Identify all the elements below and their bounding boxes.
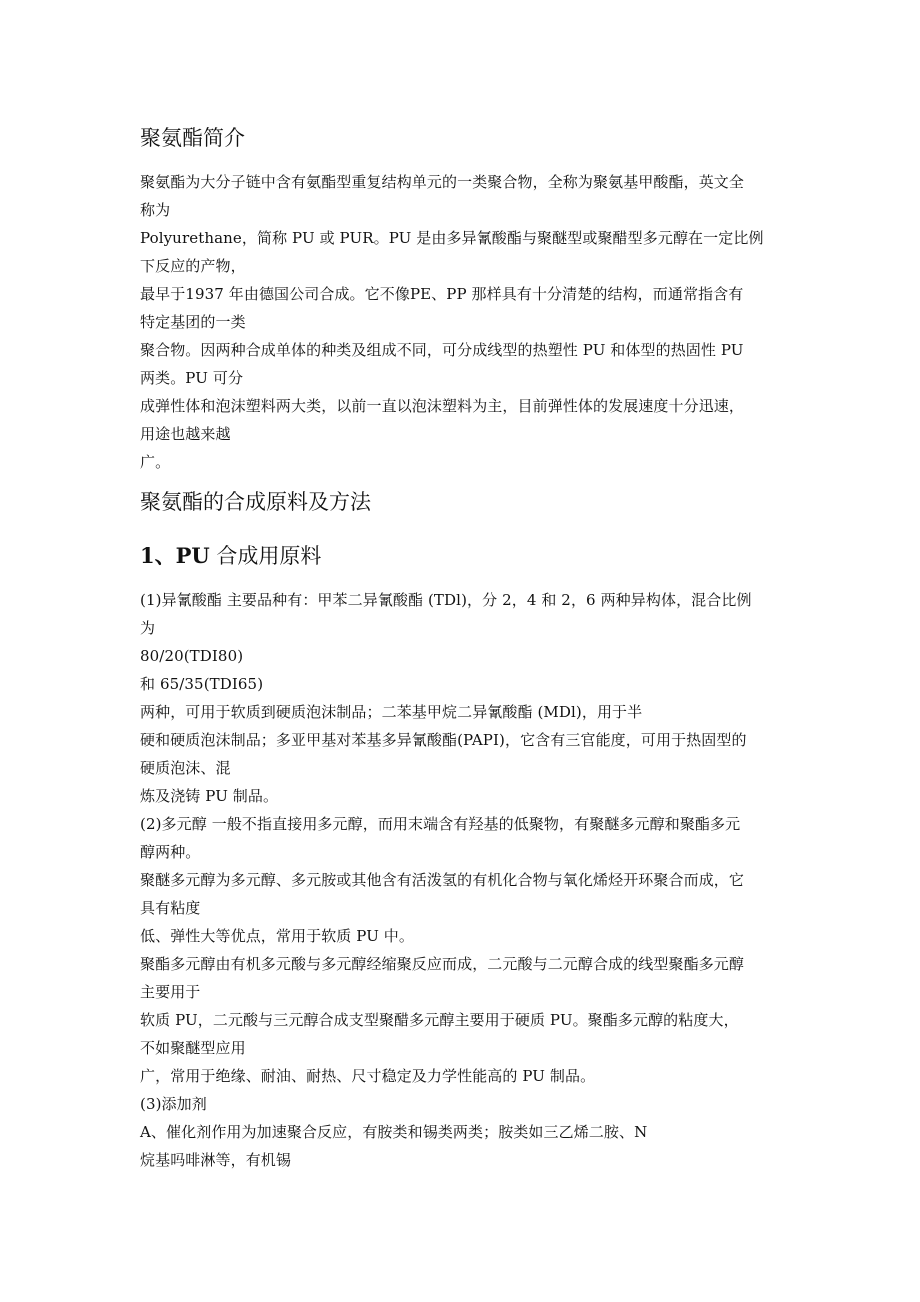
- body-line: 醇两种。: [140, 843, 201, 861]
- intro-line: 特定基团的一类: [140, 313, 246, 331]
- body-line: (1)异氰酸酯 主要品种有：甲苯二异氰酸酯 (TDl)，分 2，4 和 2，6 两种异构体，混合比例: [140, 591, 752, 609]
- intro-line: 用途也越来越: [140, 425, 231, 443]
- body-line: A、催化剂作用为加速聚合反应，有胺类和锡类两类；胺类如三乙烯二胺、N: [140, 1123, 648, 1141]
- body-line: (2)多元醇 一般不指直接用多元醇，而用末端含有羟基的低聚物，有聚醚多元醇和聚酯多元: [140, 815, 741, 833]
- heading-intro: 聚氨酯简介: [140, 126, 245, 150]
- intro-line: 两类。PU 可分: [140, 369, 244, 387]
- body-line: 具有粘度: [140, 899, 201, 917]
- body-line: 80/20(TDI80): [140, 647, 244, 665]
- body-line: 硬质泡沫、混: [140, 759, 231, 777]
- intro-line: 成弹性体和泡沫塑料两大类，以前一直以泡沫塑料为主，目前弹性体的发展速度十分迅速，: [140, 397, 745, 415]
- heading-synthesis: 聚氨酯的合成原料及方法: [140, 490, 371, 514]
- body-line: 硬和硬质泡沫制品；多亚甲基对苯基多异氰酸酯(PAPI)，它含有三官能度，可用于热固型的: [140, 731, 747, 749]
- body-line: 烷基吗啡淋等，有机锡: [140, 1151, 292, 1169]
- body-line: 两种，可用于软质到硬质泡沫制品；二苯基甲烷二异氰酸酯 (MDl)，用于半: [140, 703, 643, 721]
- body-line: 软质 PU，二元酸与三元醇合成支型聚醋多元醇主要用于硬质 PU。聚酯多元醇的粘度大，: [140, 1011, 739, 1029]
- section-title: 合成用原料: [209, 544, 322, 568]
- body-line: 主要用于: [140, 983, 201, 1001]
- body-line: 广，常用于绝缘、耐油、耐热、尺寸稳定及力学性能高的 PU 制品。: [140, 1067, 596, 1085]
- body-line: 不如聚醚型应用: [140, 1039, 246, 1057]
- body-line: 低、弹性大等优点，常用于软质 PU 中。: [140, 927, 415, 945]
- intro-line: 聚合物。因两种合成单体的种类及组成不同，可分成线型的热塑性 PU 和体型的热固性 PU: [140, 341, 744, 359]
- body-line: (3)添加剂: [140, 1095, 207, 1113]
- intro-line: 广。: [140, 453, 171, 471]
- heading-section-1: [140, 542, 321, 570]
- intro-line: 聚氨酯为大分子链中含有氨酯型重复结构单元的一类聚合物，全称为聚氨基甲酸酯，英文全: [140, 173, 745, 191]
- intro-line: 下反应的产物，: [140, 257, 246, 275]
- intro-line: 称为: [140, 201, 171, 219]
- body-line: 和 65/35(TDI65): [140, 675, 264, 693]
- body-line: 聚醚多元醇为多元醇、多元胺或其他含有活泼氢的有机化合物与氧化烯烃开环聚合而成，它: [140, 871, 745, 889]
- body-line: 聚酯多元醇由有机多元酸与多元醇经缩聚反应而成，二元酸与二元醇合成的线型聚酯多元醇: [140, 955, 745, 973]
- section-number: 1、PU: [140, 543, 210, 568]
- body-line: 炼及浇铸 PU 制品。: [140, 787, 279, 805]
- body-line: 为: [140, 619, 156, 637]
- intro-line: Polyurethane，简称 PU 或 PUR。PU 是由多异氰酸酯与聚醚型或聚醋型多元醇在一定比例: [140, 229, 764, 247]
- intro-line: 最早于1937 年由德国公司合成。它不像PE、PP 那样具有十分清楚的结构，而通常指含有: [140, 285, 744, 303]
